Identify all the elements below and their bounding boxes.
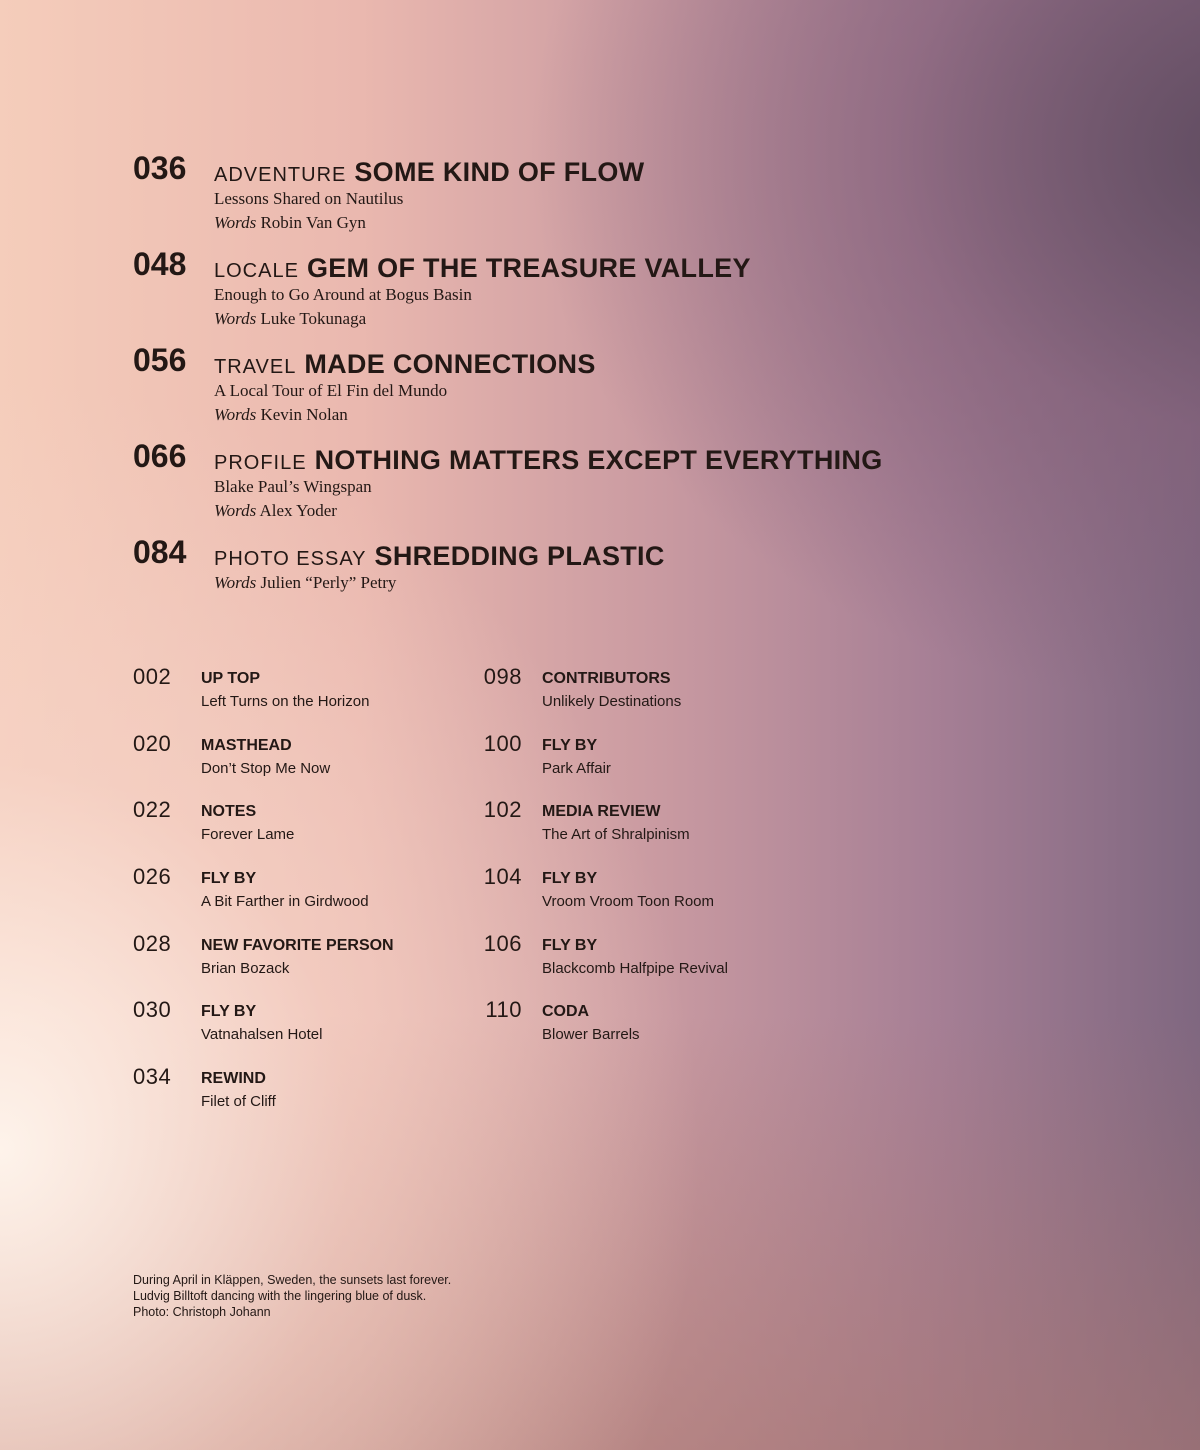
author-name: Robin Van Gyn xyxy=(260,213,366,232)
feature-subtitle: Enough to Go Around at Bogus Basin xyxy=(214,285,472,304)
department-description: Vroom Vroom Toon Room xyxy=(542,893,715,911)
page-number: 030 xyxy=(133,997,172,1023)
words-label: Words xyxy=(214,309,257,328)
department-name: FLY BY xyxy=(542,936,598,954)
words-label: Words xyxy=(214,213,257,232)
page-number: 028 xyxy=(133,930,172,956)
feature-title: SOME KIND OF FLOW xyxy=(354,157,645,187)
feature-item[interactable] xyxy=(133,148,1133,244)
author-name: Luke Tokunaga xyxy=(260,309,367,328)
feature-item[interactable] xyxy=(133,340,1133,436)
feature-list xyxy=(133,148,1133,628)
feature-byline xyxy=(214,499,337,523)
department-name: REWIND xyxy=(201,1070,266,1088)
page-number: 034 xyxy=(133,1064,172,1090)
words-label: Words xyxy=(214,573,257,592)
feature-title: GEM OF THE TREASURE VALLEY xyxy=(306,253,751,283)
department-name: MASTHEAD xyxy=(201,736,292,754)
department-description: A Bit Farther in Girdwood xyxy=(201,893,369,911)
feature-category: LOCALE xyxy=(214,260,299,282)
department-description: Left Turns on the Horizon xyxy=(201,693,370,710)
feature-subtitle: Blake Paul’s Wingspan xyxy=(214,477,372,496)
department-description: Forever Lame xyxy=(201,826,295,844)
department-name: MEDIA REVIEW xyxy=(542,803,661,821)
department-description: Brian Bozack xyxy=(201,959,290,977)
department-name: CODA xyxy=(542,1003,590,1021)
department-description: Unlikely Destinations xyxy=(542,693,682,710)
photo-caption xyxy=(133,1272,451,1320)
feature-byline xyxy=(214,571,396,595)
department-description: Vatnahalsen Hotel xyxy=(201,1026,323,1044)
page-number: 066 xyxy=(133,438,187,474)
page-number: 026 xyxy=(133,864,172,890)
page-number: 102 xyxy=(483,797,522,823)
feature-title: MADE CONNECTIONS xyxy=(304,349,596,379)
page-number: 002 xyxy=(133,664,172,689)
feature-subtitle: Lessons Shared on Nautilus xyxy=(214,189,404,208)
page-number: 110 xyxy=(485,997,522,1023)
page-number: 048 xyxy=(133,246,187,282)
department-name: FLY BY xyxy=(201,1003,257,1021)
page-number: 104 xyxy=(483,864,522,890)
page-number: 056 xyxy=(133,342,187,378)
department-name: NOTES xyxy=(201,803,257,821)
page-number: 098 xyxy=(483,664,522,689)
page-number: 022 xyxy=(133,797,172,823)
department-description: Blower Barrels xyxy=(542,1026,640,1044)
department-description: Filet of Cliff xyxy=(201,1093,276,1111)
feature-item[interactable] xyxy=(133,532,1133,628)
department-name: NEW FAVORITE PERSON xyxy=(201,936,394,954)
feature-category: TRAVEL xyxy=(214,356,297,378)
author-name: Julien “Perly” Petry xyxy=(260,573,397,592)
page-number: 106 xyxy=(483,930,522,956)
author-name: Kevin Nolan xyxy=(260,405,348,424)
words-label: Words xyxy=(214,405,257,424)
feature-title: NOTHING MATTERS EXCEPT EVERYTHING xyxy=(314,445,883,475)
department-name: FLY BY xyxy=(542,736,598,754)
department-description: Blackcomb Halfpipe Revival xyxy=(542,959,728,977)
feature-byline xyxy=(214,307,366,331)
department-description: Don’t Stop Me Now xyxy=(201,759,331,777)
caption-line: During April in Kläppen, Sweden, the sunsets last forever. xyxy=(133,1273,452,1287)
feature-category: PROFILE xyxy=(214,452,307,474)
feature-byline xyxy=(214,211,366,235)
caption-line: Ludvig Billtoft dancing with the lingering blue of dusk. xyxy=(133,1289,427,1303)
feature-item[interactable] xyxy=(133,436,1133,532)
page-number: 020 xyxy=(133,730,172,756)
feature-category: ADVENTURE xyxy=(214,164,347,186)
feature-category: PHOTO ESSAY xyxy=(214,548,367,570)
department-name: CONTRIBUTORS xyxy=(542,670,671,687)
page-number: 036 xyxy=(133,150,187,186)
photo-credit: Photo: Christoph Johann xyxy=(133,1305,271,1319)
author-name: Alex Yoder xyxy=(259,501,337,520)
feature-byline xyxy=(214,403,348,427)
feature-item[interactable] xyxy=(133,244,1133,340)
department-name: FLY BY xyxy=(201,870,257,888)
department-description: The Art of Shralpinism xyxy=(542,826,690,844)
feature-subtitle: A Local Tour of El Fin del Mundo xyxy=(214,381,448,400)
department-name: UP TOP xyxy=(201,670,260,687)
page-number: 100 xyxy=(483,730,522,756)
page-number: 084 xyxy=(133,534,187,570)
department-name: FLY BY xyxy=(542,870,598,888)
department-description: Park Affair xyxy=(542,759,611,777)
feature-title: SHREDDING PLASTIC xyxy=(374,541,665,571)
words-label: Words xyxy=(214,501,257,520)
